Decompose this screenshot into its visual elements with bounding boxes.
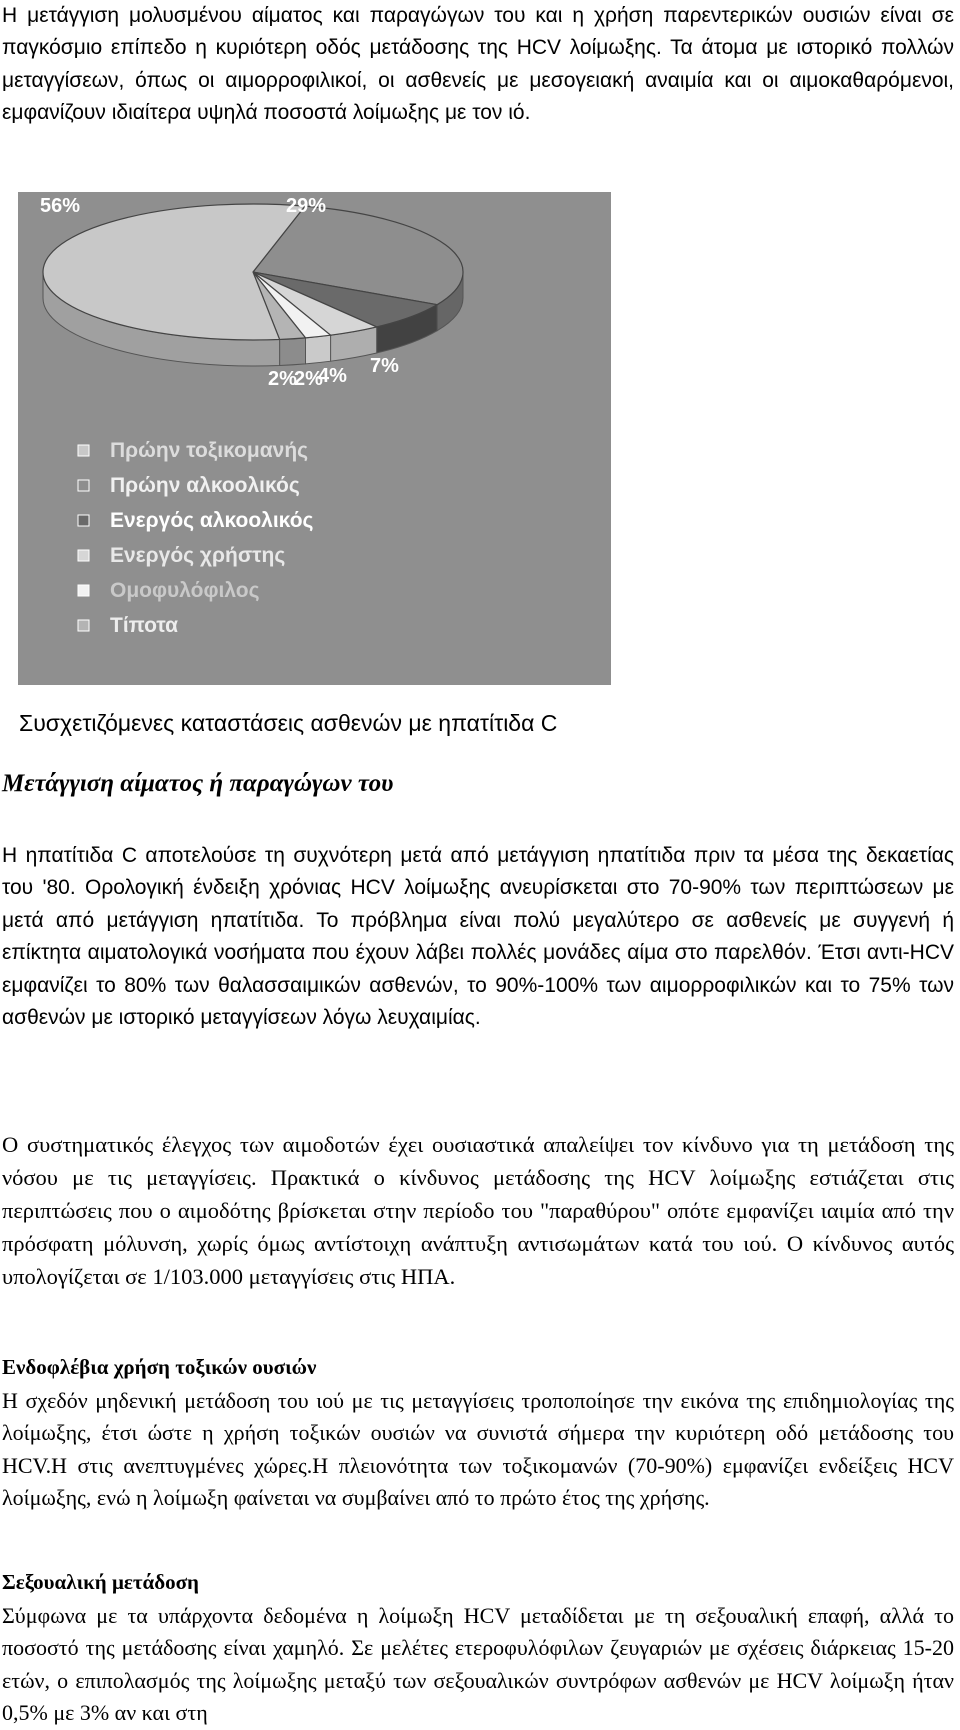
pie-label-5: 2% xyxy=(294,368,323,390)
pie-slice-side xyxy=(305,335,330,364)
legend-label-1: Πρώην αλκοολικός xyxy=(110,474,300,497)
pie-slice-side xyxy=(280,338,306,366)
intro-paragraph: Η μετάγγιση μολυσμένου αίματος και παραγώγων του και η χρήση παρεντερικών ουσιών είναι σε παγκόσμιο επίπεδο η κυριότερη οδός μετάδοσης της HCV λοίμωξης. Τα άτομα με ιστορικό πολλών μεταγγίσεων, όπως οι αιμορροφιλικοί, οι ασθενείς με μεσογειακή αναιμία και οι αιμοκαθαρόμενοι, εμφανίζουν ιδιαίτερα υψηλά ποσοστά λοίμωξης με τον ιό. xyxy=(2,4,954,125)
pie-label-1: 29% xyxy=(286,195,327,217)
legend-swatch-0 xyxy=(78,445,89,456)
pie-slices xyxy=(43,204,463,340)
legend-label-2: Ενεργός αλκοολικός xyxy=(110,509,314,532)
pie-label-4: 2% xyxy=(268,368,297,390)
legend-label-0: Πρώην τοξικομανής xyxy=(110,439,309,462)
legend-label-4: Ομοφυλόφιλος xyxy=(110,579,260,602)
transfusion-paragraph-2: Ο συστηματικός έλεγχος των αιμοδοτών έχει ουσιαστικά απαλείψει τον κίνδυνο για τη μετάδοση της νόσου με τις μεταγγίσεις. Πρακτικά ο κίνδυνος μετάδοσης της HCV λοίμωξης εστιάζεται στις περιπτώσεις που ο αιμοδότης βρίσκεται στην περίοδο του "παραθύρου" οπότε εμφανίζει ιαιμία από την πρόσφατη μόλυνση, χωρίς όμως αντίστοιχη ανάπτυξη αντισωμάτων κατά του ιού. Ο κίνδυνος αυτός υπολογίζεται σε 1/103.000 μεταγγίσεις στις ΗΠΑ. xyxy=(2,1132,954,1289)
section-heading-iv-drug-use: Ενδοφλέβια χρήση τοξικών ουσιών xyxy=(2,1355,317,1379)
sexual-transmission-paragraph: Σύμφωνα με τα υπάρχοντα δεδομένα η λοίμωξη HCV μεταδίδεται με τη σεξουαλική επαφή, αλλά το ποσοστό της μετάδοσης είναι χαμηλό. Σε μελέτες ετεροφυλόφιλων ζευγαριών με σχέσεις διάρκειας 15-20 ετών, ο επιπολασμός της λοίμωξης μεταξύ των σεξουαλικών συντρόφων ασθενών με HCV λοίμωξη ήταν 0,5% με 3% αν και στη xyxy=(2,1603,954,1726)
legend-swatch-2 xyxy=(78,515,89,526)
pie-label-0: 56% xyxy=(40,195,81,217)
section-heading-transfusion: Μετάγγιση αίματος ή παραγώγων του xyxy=(2,770,394,797)
iv-drug-use-paragraph: Η σχεδόν μηδενική μετάδοση του ιού με τις μεταγγίσεις τροποποίησε την εικόνα της επιδημιολογίας της λοίμωξης, έτσι ώστε η χρήση τοξικών ουσιών να συνιστά σήμερα την κυριότερη οδό μετάδοσης του HCV.Η στις ανεπτυγμένες χώρες.Η πλειονότητα των τοξικομανών (70-90%) εμφανίζει ενδείξεις HCV λοίμωξης, ενώ η λοίμωξη φαίνεται να συμβαίνει από το πρώτο έτος της χρήσης. xyxy=(2,1388,954,1511)
pie-chart xyxy=(18,192,611,685)
legend-swatch-1 xyxy=(78,480,89,491)
legend-swatch-4 xyxy=(78,585,89,596)
legend-label-3: Ενεργός χρήστης xyxy=(110,544,286,567)
pie-label-2: 7% xyxy=(370,355,399,377)
legend-swatch-3 xyxy=(78,550,89,561)
figure-caption: Συσχετιζόμενες καταστάσεις ασθενών με ηπατίτιδα C xyxy=(19,710,558,736)
section-heading-sexual-transmission: Σεξουαλική μετάδοση xyxy=(2,1570,199,1594)
transfusion-paragraph-1: Η ηπατίτιδα C αποτελούσε τη συχνότερη μετά από μετάγγιση ηπατίτιδα πριν τα μέσα της δεκαετίας του '80. Ορολογική ένδειξη χρόνιας HCV λοίμωξης ανευρίσκεται στο 70-90% των περιπτώσεων με μετά από μετάγγιση ηπατίτιδα. Το πρόβλημα είναι πολύ μεγαλύτερο σε ασθενείς με συγγενή ή επίκτητα αιματολογικά νοσήματα που έχουν λάβει πολλές μονάδες αίμα στο παρελθόν. Έτσι αντι-HCV εμφανίζει το 80% των θαλασσαιμικών ασθενών, το 90%-100% των αιμορροφιλικών και το 75% των ασθενών με ιστορικό μεταγγίσεων λόγω λευχαιμίας. xyxy=(2,844,954,1030)
pie-label-3: 4% xyxy=(318,365,347,387)
legend-swatch-5 xyxy=(78,620,89,631)
legend-label-5: Τίποτα xyxy=(110,614,179,637)
